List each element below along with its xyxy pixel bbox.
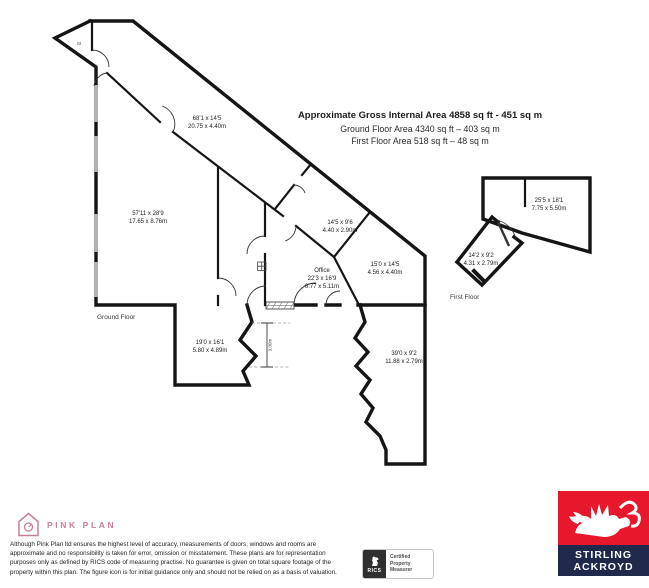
room-label-a-m: 4.40 x 2.90m [322,228,358,234]
disclaimer-line: Although Pink Plan ltd ensures the highest level of accuracy, measurements of doors, windows and rooms are [10,541,317,548]
rics-cert-line: Certified [390,554,411,561]
ff-room-label-b-ft: 14'2 x 9'2 [468,253,494,259]
ff-room-label-a-ft: 25'5 x 18'1 [534,198,564,204]
disclaimer [10,540,360,577]
opening-dimension-label: 3.00m [267,338,273,352]
room-label-corridor-ft: 68'1 x 14'5 [192,116,222,122]
rics-lion-icon [369,555,381,567]
rics-cert-line: Property [390,560,411,567]
gross-area-title: Approximate Gross Internal Area 4858 sq ft - 451 sq m [297,110,543,121]
room-label-office-name: Office [314,268,330,274]
ground-floor-interior-walls [92,21,370,305]
first-floor-walls [457,178,590,285]
agent-name-line1: STIRLING [575,548,632,561]
ff-room-label-a-m: 7.75 x 5.50m [531,206,567,212]
ground-floor-exterior-walls [55,21,425,464]
room-label-c-m: 5.80 x 4.89m [192,348,228,354]
ground-floor-area: Ground Floor Area 4340 sq ft – 403 sq m [340,124,500,134]
disclaimer-line: approximate and no responsibility is taken for error, omission or misstatement. These plans are for representation [10,550,326,558]
first-floor-door [497,220,516,246]
room-label-b-m: 4.56 x 4.40m [367,270,403,276]
pink-plan-wordmark: PINK PLAN [47,519,117,530]
room-label-d-ft: 39'0 x 9'2 [391,351,417,357]
agent-name-line2: ACKROYD [573,560,634,573]
disclaimer-line: property within this plan. The figure icon is for initial guidance only and should not be relied on as a basis of valuation. [10,568,337,576]
room-label-store: St [76,42,82,47]
room-label-d-m: 11.88 x 2.79m [385,359,423,365]
room-label-b-ft: 15'0 x 14'5 [370,262,400,268]
pink-plan-house-icon [18,512,39,537]
rics-logo-box [363,550,386,578]
rics-cert-text [386,550,433,578]
opening-dimension [249,323,290,367]
room-label-office-m: 6.77 x 5.11m [304,284,340,290]
rics-badge [362,549,434,579]
room-label-warehouse-m: 17.65 x 8.76m [128,219,168,225]
ground-floor-label: Ground Floor [97,314,136,321]
pink-plan-brand [18,512,116,537]
agent-logo-crest [558,491,649,545]
agent-logo-name [558,545,649,576]
first-floor-area: First Floor Area 518 sq ft – 48 sq m [351,136,489,146]
room-label-corridor-m: 20.75 x 4.40m [187,124,227,130]
room-label-a-ft: 14'5 x 9'6 [327,220,353,226]
south-wall-window [266,302,294,309]
room-label-c-ft: 19'0 x 16'1 [195,340,225,346]
disclaimer-line: purposes only as defined by RICS code of measuring practise. No guarantee is given on total square footage of the [10,559,331,567]
griffin-icon [563,495,645,541]
area-summary [298,110,542,146]
first-floor-label: First Floor [450,294,480,301]
room-label-warehouse-ft: 57'11 x 28'9 [132,211,164,217]
room-label-office-ft: 22'3 x 16'9 [307,276,337,282]
rics-cert-line: Measurer [390,567,413,574]
rics-acronym: RICS [367,567,382,574]
agent-logo [558,491,649,576]
ff-room-label-b-m: 4.31 x 2.79m [463,261,499,267]
